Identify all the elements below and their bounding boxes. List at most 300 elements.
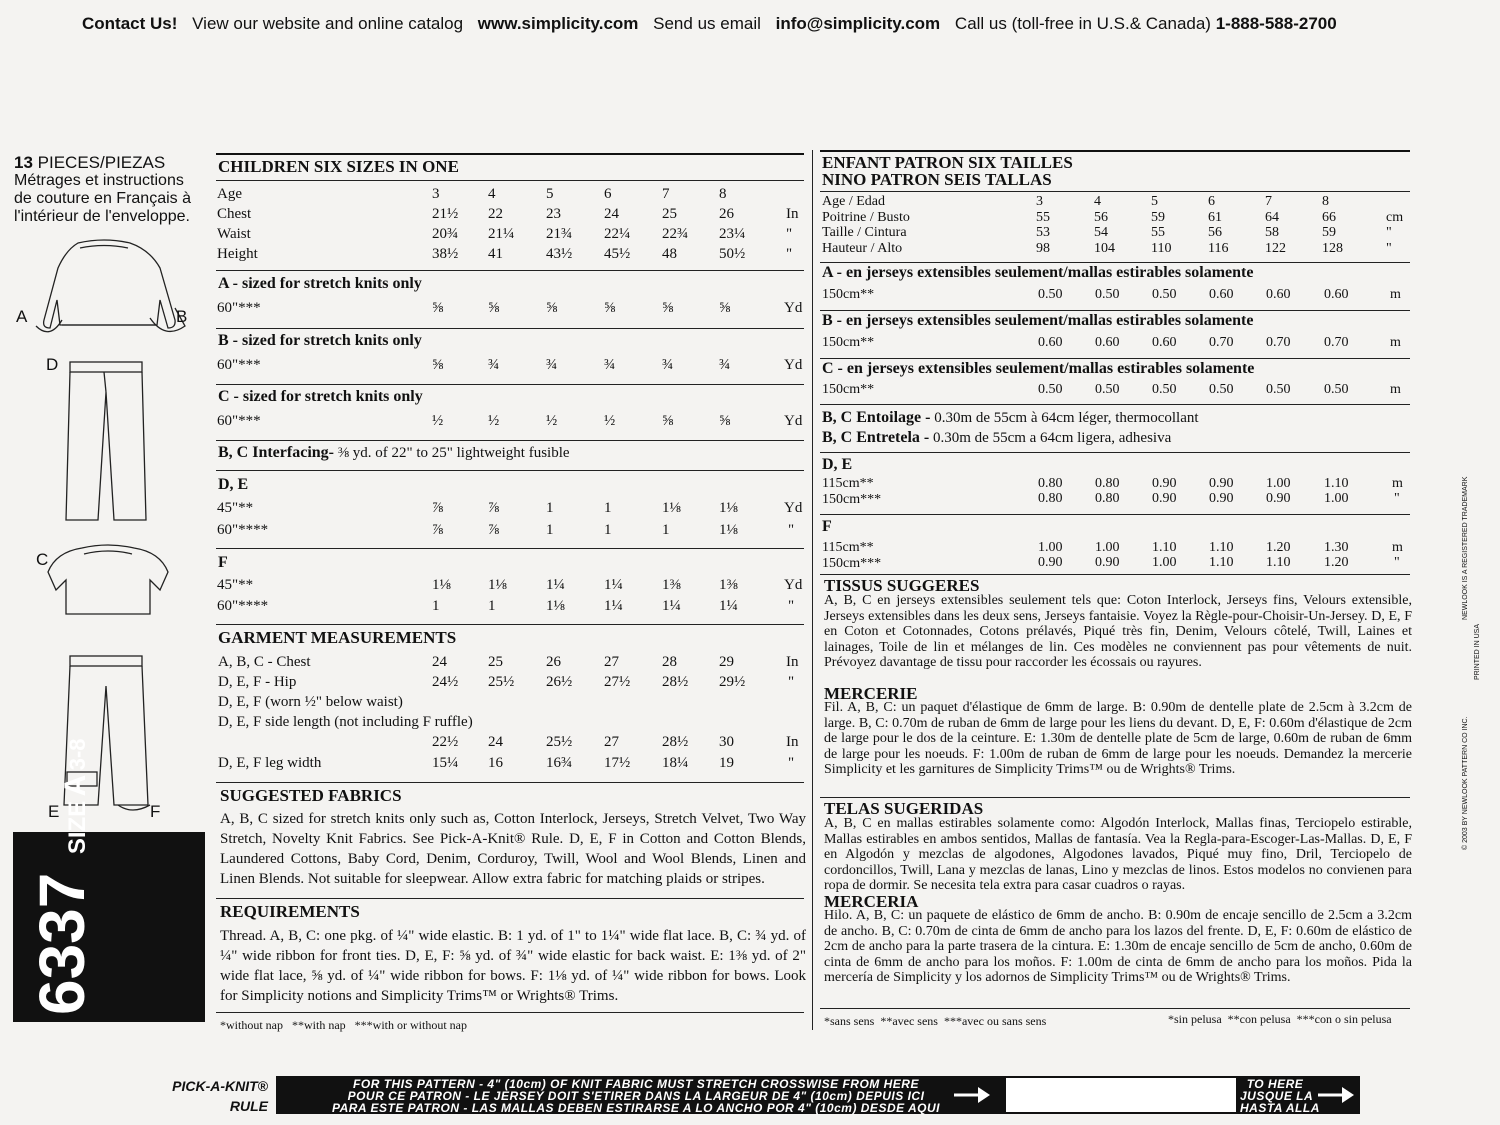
table-cell: 104 xyxy=(1094,240,1115,256)
table-cell: 128 xyxy=(1322,240,1343,256)
table-cell: 59 xyxy=(1322,225,1336,240)
gm-hip-label: D, E, F - Hip xyxy=(218,674,297,690)
table-cell: 25½ xyxy=(546,734,573,750)
row-label: Taille / Cintura xyxy=(822,225,907,240)
row-label: Chest xyxy=(217,206,252,222)
section-a-label: 60"*** xyxy=(217,300,261,316)
table-cell: 56 xyxy=(1208,225,1222,240)
entretela-label: B, C Entretela - xyxy=(822,429,930,446)
arrow-right-icon xyxy=(952,1084,992,1106)
pieces-label: PIECES/PIEZAS xyxy=(37,153,166,172)
table-cell: 1¼ xyxy=(719,598,738,614)
table-cell: 18¼ xyxy=(662,755,689,771)
table-cell: 6 xyxy=(1208,194,1215,209)
table-cell: ¾ xyxy=(662,357,674,373)
table-cell: 8 xyxy=(1322,194,1329,209)
table-cell: 53 xyxy=(1036,225,1050,240)
table-cell: 1.20 xyxy=(1266,540,1291,555)
table-cell: 22¼ xyxy=(604,226,631,242)
table-cell: 24½ xyxy=(432,674,459,690)
spanish-title: NINO PATRON SEIS TALLAS xyxy=(822,170,1052,189)
entoilage-label: B, C Entoilage - xyxy=(822,409,931,426)
rule xyxy=(216,328,804,329)
table-cell: 0.90 xyxy=(1095,555,1120,570)
rule xyxy=(820,310,1410,311)
table-cell: 1⅛ xyxy=(662,500,681,516)
table-cell: 5 xyxy=(546,186,554,202)
table-cell: 30 xyxy=(719,734,734,750)
rule xyxy=(820,262,1410,263)
table-cell: 1.00 xyxy=(1152,555,1177,570)
rule xyxy=(820,191,1410,192)
table-cell: 1.10 xyxy=(1209,555,1234,570)
garment-measurements-title: GARMENT MEASUREMENTS xyxy=(218,628,457,647)
rule xyxy=(216,624,804,625)
column-divider xyxy=(812,150,813,1030)
unit-cell: cm xyxy=(1386,209,1404,225)
unit-cell: " xyxy=(1394,491,1400,506)
row-label: Hauteur / Alto xyxy=(822,240,903,256)
rule-line-1: PICK-A-KNIT® xyxy=(172,1078,268,1094)
pattern-number: 6337 xyxy=(26,872,98,1015)
suggested-fabrics-title: SUGGESTED FABRICS xyxy=(220,786,402,805)
table-cell: 0.60 xyxy=(1152,335,1177,350)
contact-bar xyxy=(82,14,1422,34)
size-tab-text xyxy=(26,738,98,1015)
table-cell: 7 xyxy=(662,186,670,202)
row-label: 150cm*** xyxy=(822,555,882,571)
table-cell: 0.50 xyxy=(1095,287,1120,302)
french-title: ENFANT PATRON SIX TAILLES xyxy=(822,153,1073,172)
table-cell: 22½ xyxy=(432,734,459,750)
interfacing-label: B, C Interfacing- xyxy=(218,444,334,461)
table-cell: 1.10 xyxy=(1324,476,1349,491)
table-cell: 41 xyxy=(488,246,503,262)
table-cell: 25 xyxy=(488,654,503,670)
row-label: 115cm** xyxy=(822,540,874,555)
table-cell: 0.60 xyxy=(1209,287,1234,302)
table-cell: 1⅜ xyxy=(719,577,738,593)
unit-cell: " xyxy=(786,246,793,262)
garment-illustrations xyxy=(0,0,220,830)
table-cell: 50½ xyxy=(719,246,746,262)
table-cell: 54 xyxy=(1094,225,1108,240)
email-link[interactable]: info@simplicity.com xyxy=(775,14,941,33)
table-cell: 59 xyxy=(1151,209,1165,225)
email-text: Send us email xyxy=(653,14,761,33)
table-cell: 0.50 xyxy=(1152,382,1177,397)
requirements-text: Thread. A, B, C: one pkg. of ¼" wide elastic. B: 1 yd. of 1" to 1¼" wide flat lace. B, C: ¾ yd. of ¼" wide ribbon for front ties. D, E, F: ⅝ yd. of ¾" wide elastic for back waist. E: 1⅜ yd. of 2" wide flat lace, ⅝ yd. of ¼" wide ribbon for bows. F: 1⅛ yd. of ¼" wide ribbon for bows. Look for Simplicity notions and Simplicity Trims™ or Wrights® Trims. xyxy=(220,928,806,1004)
french-body-labels xyxy=(822,194,910,256)
gm-side: D, E, F side length (not including F ruffle) xyxy=(218,714,473,730)
entoilage-block xyxy=(822,408,1199,448)
table-cell: 1.30 xyxy=(1324,540,1349,555)
table-cell: 1.20 xyxy=(1324,555,1349,570)
table-cell: ½ xyxy=(432,413,444,429)
label-e: E xyxy=(48,802,60,821)
fr-de-title: D, E xyxy=(822,456,853,473)
table-cell: 29½ xyxy=(719,674,746,690)
unit-cell: Yd xyxy=(784,413,803,429)
label-d: D xyxy=(46,355,59,374)
table-cell: 1⅛ xyxy=(719,522,738,538)
fr-c-label: 150cm** xyxy=(822,382,875,397)
table-cell: 55 xyxy=(1151,225,1165,240)
table-cell: 15¼ xyxy=(432,755,459,771)
suggested-fabrics-text: A, B, C sized for stretch knits only such as, Cotton Interlock, Jerseys, Stretch Velvet, Two Way Stretch, Novelty Knit Fabrics. See Pick-A-Knit® Rule. D, E, F in Cotton and Cotton Blends, Laundered Cottons, Baby Cord, Denim, Corduroy, Twill, Wool and Wool Blends, Linen and Linen Blends. Not suitable for sleepwear. Allow extra fabric for matching plaids or stripes. xyxy=(220,811,806,887)
table-cell: 0.90 xyxy=(1266,491,1291,506)
table-cell: ⅝ xyxy=(432,300,444,316)
table-cell: 28 xyxy=(662,654,677,670)
table-cell: 1 xyxy=(488,598,496,614)
table-cell: 0.90 xyxy=(1152,491,1177,506)
table-cell: 6 xyxy=(604,186,612,202)
unit-cell: In xyxy=(786,654,799,670)
unit-cell: " xyxy=(788,598,795,614)
rule xyxy=(216,440,804,441)
telas-title: TELAS SUGERIDAS xyxy=(824,799,984,818)
table-cell: 1¼ xyxy=(662,598,681,614)
table-cell: 1.00 xyxy=(1038,540,1063,555)
unit-cell: " xyxy=(788,674,795,690)
f-label-2: 60"**** xyxy=(217,598,269,614)
table-cell: 0.90 xyxy=(1038,555,1063,570)
label-c: C xyxy=(36,550,49,569)
table-cell: 98 xyxy=(1036,240,1050,256)
table-cell: ⅝ xyxy=(546,300,558,316)
table-cell: 5 xyxy=(1151,194,1158,209)
table-cell: 0.60 xyxy=(1038,335,1063,350)
telas-text: A, B, C en mallas estirables solamente como: Algodón Interlock, Mallas finas, Terciopelo estirable, Mallas estirables en ambos sentidos, Mallas de fantasía. Vea la Regla-para-Escoger-Las-Mallas. D, E, F en Algodón y mezclas de algodones, Algodones lavados, Piqué muy fino, Dril, Terciopelo de cordoncillos, Twill, Lana y mezclas de lanas, Lino y mezclas de linos. Estos modelos no convienen para ropa de dormir. Se necesita tela extra para casar cuadros o rayas. xyxy=(824,816,1412,893)
table-cell: 21¾ xyxy=(546,226,573,242)
table-row xyxy=(217,186,242,203)
table-row xyxy=(217,226,251,243)
english-top-rule xyxy=(216,153,804,155)
table-cell: 1⅛ xyxy=(719,500,738,516)
table-cell: 116 xyxy=(1208,240,1229,256)
table-cell: 43½ xyxy=(546,246,573,262)
row-label: 115cm** xyxy=(822,476,874,491)
table-cell: 23¼ xyxy=(719,226,746,242)
entoilage-text: 0.30m de 55cm à 64cm léger, thermocollant xyxy=(934,410,1199,426)
table-cell: 0.50 xyxy=(1324,382,1349,397)
fr-a-title: A - en jerseys extensibles seulement/mallas estirables solamente xyxy=(822,264,1254,281)
table-cell: 26 xyxy=(719,206,734,222)
label-f: F xyxy=(150,802,161,821)
section-a-title: A - sized for stretch knits only xyxy=(218,275,422,292)
section-c-label: 60"*** xyxy=(217,413,261,429)
unit-cell: m xyxy=(1390,382,1401,397)
table-cell: 1¼ xyxy=(546,577,565,593)
row-label: Height xyxy=(217,246,258,262)
table-cell: 0.60 xyxy=(1324,287,1349,302)
rule xyxy=(820,574,1410,575)
table-cell: 16 xyxy=(488,755,503,771)
table-cell: 1.00 xyxy=(1324,491,1349,506)
fr-c-title: C - en jerseys extensibles seulement/mallas estirables solamente xyxy=(822,360,1255,377)
rule xyxy=(820,514,1410,515)
table-cell: 1.00 xyxy=(1095,540,1120,555)
row-label: Waist xyxy=(217,226,251,242)
website-link[interactable]: www.simplicity.com xyxy=(477,14,639,33)
table-cell: 1.10 xyxy=(1266,555,1291,570)
side-copyright: © 2003 BY NEWLOOK PATTERN CO INC. xyxy=(1462,716,1469,850)
table-cell: 122 xyxy=(1265,240,1286,256)
rule xyxy=(216,384,804,385)
table-cell: 3 xyxy=(432,186,440,202)
section-de-title: D, E xyxy=(218,476,249,493)
table-cell: 4 xyxy=(488,186,496,202)
table-cell: 0.80 xyxy=(1095,476,1120,491)
row-label: Age / Edad xyxy=(822,194,885,209)
section-c-title: C - sized for stretch knits only xyxy=(218,388,423,405)
table-cell: 0.50 xyxy=(1038,382,1063,397)
section-b-label: 60"*** xyxy=(217,357,261,373)
table-cell: 24 xyxy=(604,206,619,222)
table-cell: 1.10 xyxy=(1209,540,1234,555)
table-cell: 25 xyxy=(662,206,677,222)
unit-cell: " xyxy=(788,755,795,771)
table-cell: 1 xyxy=(546,522,554,538)
unit-cell: Yd xyxy=(784,500,803,516)
pants-d-illustration xyxy=(66,362,146,520)
table-cell: ¾ xyxy=(546,357,558,373)
requirements-title: REQUIREMENTS xyxy=(220,902,360,921)
table-cell: 0.50 xyxy=(1209,382,1234,397)
to-here-en: TO HERE xyxy=(1246,1077,1304,1091)
french-titles xyxy=(822,154,1073,188)
rule xyxy=(216,1012,804,1013)
fr-a-label: 150cm** xyxy=(822,287,875,302)
unit-cell: Yd xyxy=(784,357,803,373)
table-cell: 0.80 xyxy=(1095,491,1120,506)
size-prefix: SIZE xyxy=(64,800,91,855)
table-cell: ⅞ xyxy=(488,500,500,516)
table-cell: 26½ xyxy=(546,674,573,690)
pieces-count: 13 xyxy=(14,153,33,172)
unit-cell: Yd xyxy=(784,577,803,593)
table-cell: 0.70 xyxy=(1209,335,1234,350)
stretch-line-es: PARA ESTE PATRON - LAS MALLAS DEBEN ESTIRARSE A LO ANCHO POR 4" (10cm) DESDE AQUI xyxy=(331,1101,940,1115)
label-a: A xyxy=(16,307,28,326)
table-cell: 0.50 xyxy=(1095,382,1120,397)
table-cell: 45½ xyxy=(604,246,631,262)
table-cell: 20¾ xyxy=(432,226,459,242)
table-cell: 0.50 xyxy=(1152,287,1177,302)
table-cell: 17½ xyxy=(604,755,631,771)
table-cell: 0.70 xyxy=(1266,335,1291,350)
french-note-3: l'intérieur de l'enveloppe. xyxy=(14,208,190,225)
top-c-illustration xyxy=(48,545,168,614)
table-cell: ⅝ xyxy=(662,300,674,316)
table-cell: 23 xyxy=(546,206,561,222)
fr-b-label: 150cm** xyxy=(822,335,875,350)
interfacing-line xyxy=(218,444,570,462)
table-cell: 110 xyxy=(1151,240,1172,256)
merceria-title: MERCERIA xyxy=(824,892,919,911)
table-cell: 1⅛ xyxy=(432,577,451,593)
table-cell: 1 xyxy=(604,500,612,516)
stretch-line-fr: POUR CE PATRON - LE JERSEY DOIT S'ETIRER DANS LA LARGEUR DE 4" (10cm) DEPUIS ICI xyxy=(347,1089,925,1103)
french-footnote: *sans sens **avec sens ***avec ou sans sens xyxy=(824,1014,1047,1028)
row-label: 150cm*** xyxy=(822,491,882,507)
unit-cell: " xyxy=(1394,555,1400,570)
section-b-title: B - sized for stretch knits only xyxy=(218,332,422,349)
website-text: View our website and online catalog xyxy=(192,14,464,33)
table-cell: 0.70 xyxy=(1324,335,1349,350)
section-f-title: F xyxy=(218,554,228,571)
table-cell: 0.80 xyxy=(1038,491,1063,506)
table-cell: 38½ xyxy=(432,246,459,262)
table-cell: ⅞ xyxy=(432,522,444,538)
spanish-footnote: *sin pelusa **con pelusa ***con o sin pelusa xyxy=(1168,1012,1392,1026)
unit-cell: " xyxy=(1386,225,1392,240)
table-cell: ¾ xyxy=(488,357,500,373)
table-cell: ½ xyxy=(546,413,558,429)
rule xyxy=(216,270,804,271)
table-cell: 16¾ xyxy=(546,755,573,771)
interfacing-text: ⅜ yd. of 22" to 25" lightweight fusible xyxy=(337,445,570,461)
table-cell: 28½ xyxy=(662,674,689,690)
english-title-rule xyxy=(216,180,804,181)
side-printed: PRINTED IN USA xyxy=(1474,623,1481,680)
table-cell: 55 xyxy=(1036,209,1050,225)
table-cell: 29 xyxy=(719,654,734,670)
label-b: B xyxy=(176,307,188,326)
table-cell: 21½ xyxy=(432,206,459,222)
table-cell: 3 xyxy=(1036,194,1043,209)
rule xyxy=(216,470,804,471)
table-cell: 61 xyxy=(1208,209,1222,225)
gm-worn: D, E, F (worn ½" below waist) xyxy=(218,694,403,710)
mercerie-title: MERCERIE xyxy=(824,684,918,703)
table-cell: 1⅜ xyxy=(662,577,681,593)
table-cell: 0.90 xyxy=(1209,476,1234,491)
table-cell: 7 xyxy=(1265,194,1272,209)
unit-cell: m xyxy=(1392,476,1403,491)
unit-cell: In xyxy=(786,734,799,750)
fr-f-title: F xyxy=(822,518,832,535)
table-cell: 1 xyxy=(546,500,554,516)
table-cell: ⅝ xyxy=(662,413,674,429)
mercerie-text: Fil. A, B, C: un paquet d'élastique de 6mm de large. B: 0.90m de dentelle plate de 2.5cm à 3.2cm de large. B, C: 0.70m de ruban de 6mm de large pour les liens du devant. D, E, F: 0.60m d'élastique de 2cm de large pour le dos de la ceinture. E: 1.30m de dentelle plate de 5cm de large, 0.60m de ruban de 6mm de large pour les noeuds. F: 1.00m de ruban de 6mm de large pour les noeuds. Demandez la mercerie Simplicity et les garnitures de Simplicity Trims™ ou de Wrights® Trims. xyxy=(824,700,1412,777)
table-cell: 0.60 xyxy=(1095,335,1120,350)
merceria-text: Hilo. A, B, C: un paquete de elástico de 6mm de ancho. B: 0.90m de encaje sencillo de 2.5cm a 3.2cm de ancho. B, C: 0.70m de cinta de 6mm de ancho para los lazos del frente. D, E, F: 0.60m de elástico de 2cm de ancho para la parte trasera de la cintura. E: 1.30m de encaje sencillo de 5cm de ancho, 0.60m de cinta de 6mm de ancho para los moños. F: 1.00m de cinta de 6mm de ancho para los moños. Pida la mercería de Simplicity y los adornos de Simplicity Trims™ ou de Wrights® Trims. xyxy=(824,908,1412,985)
table-cell: 4 xyxy=(1094,194,1101,209)
table-cell: ½ xyxy=(488,413,500,429)
rule xyxy=(216,898,804,899)
table-cell: ⅝ xyxy=(719,300,731,316)
table-cell: 1 xyxy=(604,522,612,538)
table-cell: ⅝ xyxy=(604,300,616,316)
table-cell: 1⅛ xyxy=(546,598,565,614)
table-cell: 1⅛ xyxy=(488,577,507,593)
table-cell: 24 xyxy=(432,654,447,670)
contact-heading: Contact Us! xyxy=(82,14,178,33)
size-range: 3-8 xyxy=(65,738,90,771)
table-cell: ¾ xyxy=(719,357,731,373)
de-label-1: 45"** xyxy=(217,500,254,516)
table-cell: 1¼ xyxy=(604,598,623,614)
table-cell: 22 xyxy=(488,206,503,222)
top-ab-illustration xyxy=(36,240,188,332)
stretch-gauge-bar xyxy=(276,1076,1360,1114)
unit-cell: Yd xyxy=(784,300,803,316)
table-cell: ⅝ xyxy=(719,413,731,429)
table-cell: 28½ xyxy=(662,734,689,750)
rule xyxy=(216,548,804,549)
f-label-1: 45"** xyxy=(217,577,254,593)
rule-line-2: RULE xyxy=(229,1098,268,1114)
rule xyxy=(820,797,1410,798)
rule xyxy=(216,782,804,783)
size-letter: A xyxy=(59,774,92,797)
fr-f-labels xyxy=(822,540,881,571)
table-cell: 25½ xyxy=(488,674,515,690)
gm-leg-label: D, E, F leg width xyxy=(218,755,322,771)
table-cell: 48 xyxy=(662,246,677,262)
table-cell: 27 xyxy=(604,734,619,750)
table-cell: 0.90 xyxy=(1152,476,1177,491)
english-footnote: *without nap **with nap ***with or without nap xyxy=(220,1018,467,1032)
phone-number: 1-888-588-2700 xyxy=(1215,14,1337,33)
french-note-2: de couture en Français à xyxy=(14,190,191,207)
unit-cell: m xyxy=(1392,540,1403,555)
fr-de-labels xyxy=(822,476,881,507)
rule xyxy=(820,452,1410,453)
table-cell: 0.90 xyxy=(1209,491,1234,506)
table-cell: ½ xyxy=(604,413,616,429)
table-cell: 66 xyxy=(1322,209,1336,225)
unit-cell: " xyxy=(1386,240,1392,256)
table-cell: 27 xyxy=(604,654,619,670)
table-cell: 1 xyxy=(662,522,670,538)
to-here-fr: JUSQUE LA xyxy=(1240,1089,1314,1103)
table-cell: ⅝ xyxy=(432,357,444,373)
table-cell: 27½ xyxy=(604,674,631,690)
table-cell: 8 xyxy=(719,186,727,202)
table-cell: 0.60 xyxy=(1266,287,1291,302)
table-cell: 1.10 xyxy=(1152,540,1177,555)
pick-a-knit-label xyxy=(170,1076,268,1116)
side-trademark: NEWLOOK IS A REGISTERED TRADEMARK xyxy=(1462,476,1469,620)
table-cell: ⅞ xyxy=(488,522,500,538)
table-cell: 1.00 xyxy=(1266,476,1291,491)
table-cell: 26 xyxy=(546,654,561,670)
to-here-es: HASTA ALLA xyxy=(1240,1101,1320,1115)
french-note-1: Métrages et instructions xyxy=(14,172,184,189)
french-top-rule xyxy=(820,150,1410,152)
row-label: Poitrine / Busto xyxy=(822,209,910,225)
table-cell: 21¼ xyxy=(488,226,515,242)
table-cell: ⅝ xyxy=(488,300,500,316)
rule xyxy=(820,404,1410,405)
unit-cell: " xyxy=(786,226,793,242)
table-cell: 0.50 xyxy=(1038,287,1063,302)
table-cell: 0.80 xyxy=(1038,476,1063,491)
stretch-end-block xyxy=(1236,1076,1360,1114)
table-row xyxy=(217,246,258,263)
tissus-text: A, B, C en jerseys extensibles seulement tels que: Coton Interlock, Jerseys fins, Velours extensible, Jerseys extensibles dans les deux sens, Jerseys fantaisie. Voyez la Règle-pour-Choisir-Un-Jersey. D, E, F en Coton et Cotonnades, Cotons prélavés, Piqué très fin, Denim, Velours côtelé, Twill, Laines et lainages, Toile de lin et mélanges de lin. Ces modèles ne conviennent pas pour vêtements de nuit. Prévoyez davantage de tissu pour raccorder les écossais ou rayures. xyxy=(824,593,1412,670)
table-cell: 58 xyxy=(1265,225,1279,240)
rule xyxy=(820,1008,1410,1009)
row-label: Age xyxy=(217,186,242,202)
table-cell: ⅞ xyxy=(432,500,444,516)
table-cell: 19 xyxy=(719,755,734,771)
entretela-text: 0.30m de 55cm a 64cm ligera, adhesiva xyxy=(933,430,1172,446)
unit-cell: In xyxy=(786,206,799,222)
fr-b-title: B - en jerseys extensibles seulement/mallas estirables solamente xyxy=(822,312,1254,329)
